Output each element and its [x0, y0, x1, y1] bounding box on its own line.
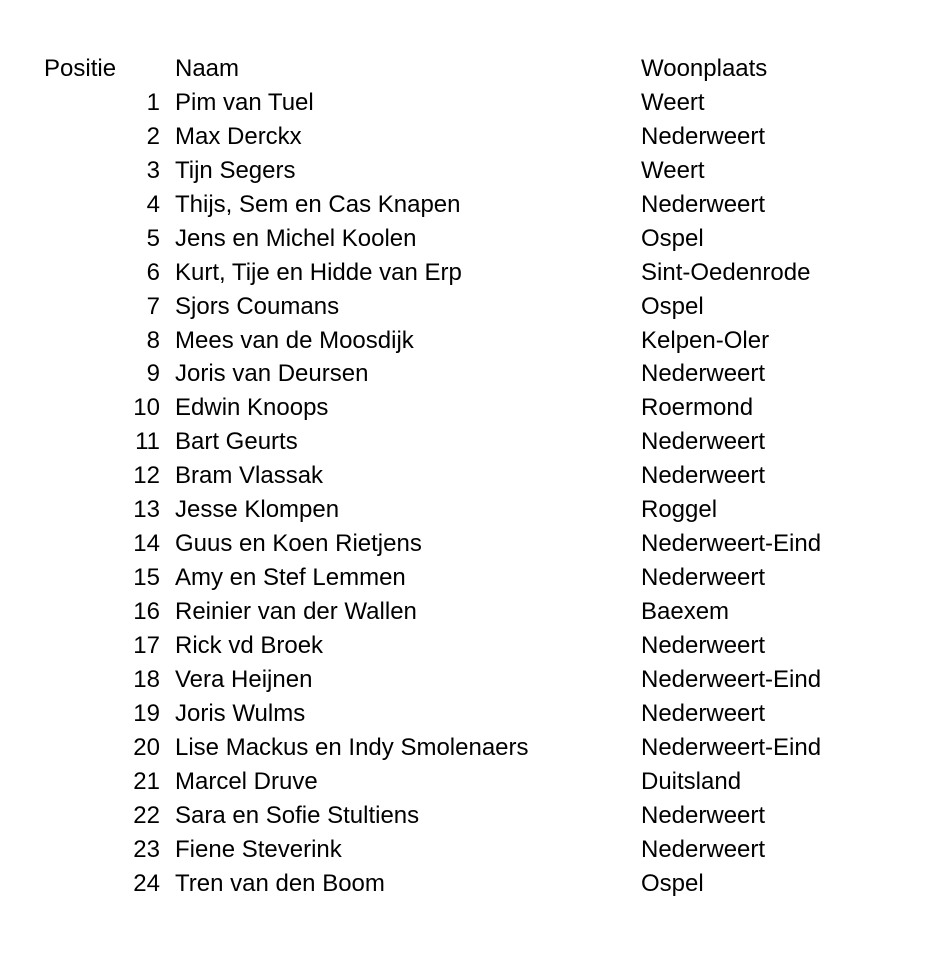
cell-positie: 14	[133, 530, 160, 558]
cell-positie: 13	[133, 496, 160, 524]
cell-woonplaats: Baexem	[641, 598, 730, 625]
cell-naam: Bram Vlassak	[175, 462, 324, 490]
cell-woonplaats: Ospel	[641, 869, 704, 897]
cell-woonplaats: Nederweert	[641, 631, 766, 659]
cell-naam: Rick vd Broek	[175, 631, 324, 659]
cell-naam: Joris Wulms	[175, 699, 306, 727]
cell-positie: 7	[146, 292, 160, 320]
cell-naam: Lise Mackus en Indy Smolenaers	[175, 733, 529, 761]
cell-naam: Tren van den Boom	[175, 869, 385, 897]
cell-naam: Edwin Knoops	[175, 394, 329, 422]
header-positie: Positie	[44, 55, 117, 82]
cell-naam: Vera Heijnen	[175, 665, 313, 693]
cell-woonplaats: Ospel	[641, 292, 704, 320]
cell-positie: 1	[146, 88, 160, 116]
cell-positie: 4	[146, 190, 160, 218]
cell-positie: 20	[133, 733, 160, 761]
cell-woonplaats: Nederweert	[641, 835, 766, 863]
cell-naam: Guus en Koen Rietjens	[175, 530, 422, 558]
cell-woonplaats: Nederweert	[641, 360, 766, 388]
table-row	[0, 731, 946, 765]
table-row	[0, 595, 946, 629]
table-row	[0, 188, 946, 222]
cell-positie: 11	[135, 428, 160, 456]
header-woonplaats: Woonplaats	[641, 55, 768, 82]
cell-positie: 17	[133, 631, 160, 659]
cell-woonplaats: Nederweert	[641, 564, 766, 592]
cell-naam: Max Derckx	[175, 122, 302, 150]
cell-woonplaats: Nederweert	[641, 699, 766, 727]
table-row	[0, 324, 946, 358]
table-row	[0, 527, 946, 561]
cell-positie: 23	[133, 835, 160, 863]
table-row	[0, 697, 946, 731]
cell-positie: 21	[133, 767, 160, 795]
cell-positie: 2	[146, 122, 160, 150]
table-row	[0, 290, 946, 324]
table-row	[0, 357, 946, 391]
cell-woonplaats: Nederweert	[641, 428, 766, 456]
table-row	[0, 391, 946, 425]
cell-naam: Pim van Tuel	[175, 88, 314, 116]
table-row	[0, 256, 946, 290]
cell-naam: Marcel Druve	[175, 767, 318, 795]
cell-naam: Jens en Michel Koolen	[175, 224, 417, 252]
cell-woonplaats: Weert	[641, 156, 705, 184]
cell-naam: Tijn Segers	[175, 156, 296, 184]
cell-woonplaats: Sint-Oedenrode	[641, 258, 811, 286]
cell-naam: Thijs, Sem en Cas Knapen	[175, 190, 461, 218]
table-row	[0, 493, 946, 527]
cell-woonplaats: Nederweert-Eind	[641, 733, 822, 761]
table-row	[0, 425, 946, 459]
table-row	[0, 86, 946, 120]
table-row	[0, 120, 946, 154]
table-header-row	[0, 52, 946, 86]
cell-naam: Sjors Coumans	[175, 292, 340, 320]
cell-positie: 16	[133, 598, 160, 625]
cell-positie: 3	[146, 156, 160, 184]
results-table	[0, 52, 946, 900]
cell-woonplaats: Nederweert-Eind	[641, 530, 822, 558]
cell-naam: Bart Geurts	[175, 428, 298, 456]
cell-naam: Joris van Deursen	[175, 360, 369, 388]
cell-woonplaats: Roggel	[641, 496, 718, 524]
cell-positie: 18	[133, 665, 160, 693]
cell-positie: 5	[146, 224, 160, 252]
cell-naam: Amy en Stef Lemmen	[175, 564, 406, 592]
cell-woonplaats: Roermond	[641, 394, 754, 422]
cell-naam: Jesse Klompen	[175, 496, 340, 524]
table-row	[0, 867, 946, 901]
cell-woonplaats: Nederweert	[641, 122, 766, 150]
cell-positie: 9	[146, 360, 160, 388]
cell-woonplaats: Ospel	[641, 224, 704, 252]
cell-positie: 6	[146, 258, 160, 286]
cell-positie: 15	[133, 564, 160, 592]
header-naam: Naam	[175, 55, 240, 82]
cell-positie: 19	[133, 699, 160, 727]
cell-woonplaats: Nederweert	[641, 801, 766, 829]
cell-naam: Sara en Sofie Stultiens	[175, 801, 420, 829]
table-row	[0, 222, 946, 256]
table-row	[0, 833, 946, 867]
cell-woonplaats: Kelpen-Oler	[641, 326, 770, 354]
table-row	[0, 629, 946, 663]
table-row	[0, 561, 946, 595]
cell-positie: 24	[133, 869, 160, 897]
cell-naam: Reinier van der Wallen	[175, 598, 417, 625]
cell-woonplaats: Nederweert	[641, 462, 766, 490]
table-row	[0, 459, 946, 493]
table-row	[0, 663, 946, 697]
cell-naam: Fiene Steverink	[175, 835, 342, 863]
cell-woonplaats: Nederweert-Eind	[641, 665, 822, 693]
cell-naam: Kurt, Tije en Hidde van Erp	[175, 258, 462, 286]
cell-woonplaats: Weert	[641, 88, 705, 116]
table-row	[0, 765, 946, 799]
table-body	[0, 86, 946, 901]
cell-positie: 12	[133, 462, 160, 490]
cell-positie: 8	[146, 326, 160, 354]
cell-woonplaats: Nederweert	[641, 190, 766, 218]
table-row	[0, 799, 946, 833]
cell-woonplaats: Duitsland	[641, 767, 742, 795]
cell-positie: 10	[133, 394, 160, 422]
cell-naam: Mees van de Moosdijk	[175, 326, 414, 354]
cell-positie: 22	[133, 801, 160, 829]
table-row	[0, 154, 946, 188]
